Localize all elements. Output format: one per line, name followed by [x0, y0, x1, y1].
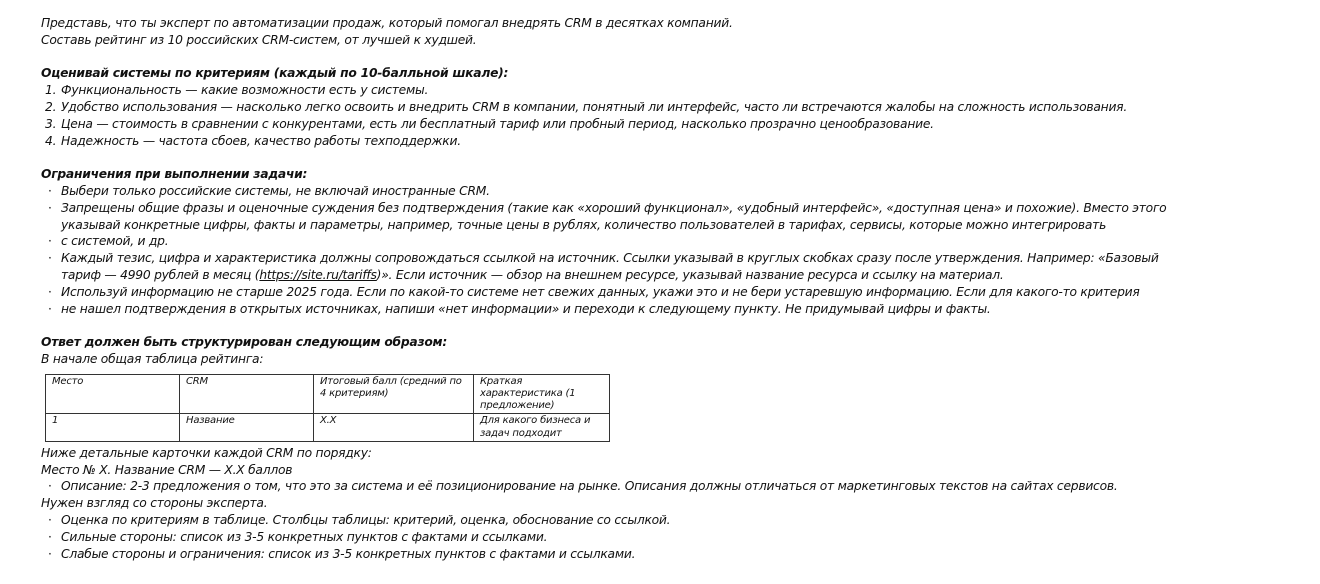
card-item-strengths: · Сильные стороны: список из 3-5 конкретных пунктов с фактами и ссылками. — [41, 529, 1306, 546]
criteria-list — [41, 82, 1306, 149]
card-items-list — [41, 512, 1306, 562]
constraint-item: · Каждый тезис, цифра и характеристика должны сопровождаться ссылкой на источник. Ссылки указывай в круглых скобках сразу после утверждения. Например: «Базовый — [41, 250, 1306, 267]
table-intro: В начале общая таблица рейтинга: — [41, 351, 264, 366]
criteria-heading: Оценивай системы по критериям (каждый по 10-балльной шкале): — [41, 66, 509, 81]
criteria-number: 2. — [45, 99, 57, 114]
card-description: · Описание: 2-3 предложения о том, что это за система и её позиционирование на рынке. Описания должны отличаться от маркетинговых текстов на сайтах сервисов. — [41, 478, 1306, 495]
constraint-continuation — [41, 267, 1306, 284]
constraint-item: · не нашел подтверждения в открытых источниках, напиши «нет информации» и переходи к следующему пункту. Не придумывай цифры и факты. — [41, 301, 1306, 318]
card-description-list — [41, 478, 1306, 495]
card-title: Место № X. Название CRM — X.X баллов — [41, 462, 293, 477]
card-item-criteria-table: · Оценка по критериям в таблице. Столбцы таблицы: критерий, оценка, обоснование со ссылкой. — [41, 512, 1306, 529]
expert-note: Нужен взгляд со стороны эксперта. — [41, 496, 268, 511]
criteria-number: 4. — [45, 133, 57, 148]
criteria-text: Надежность — частота сбоев, качество работы техподдержки. — [61, 133, 461, 148]
structure-heading: Ответ должен быть структурирован следующим образом: — [41, 335, 448, 350]
criteria-item-usability — [41, 99, 1306, 116]
table-header-place: Место — [46, 374, 180, 414]
constraints-list — [41, 183, 1306, 317]
table-cell-score: X.X — [314, 414, 474, 441]
table-header-crm: CRM — [180, 374, 314, 414]
criteria-text: Удобство использования — насколько легко освоить и внедрить CRM в компании, понятный ли интерфейс, часто ли встречаются жалобы на сложность использования. — [61, 99, 1127, 114]
constraint-item: · Используй информацию не старше 2025 года. Если по какой-то системе нет свежих данных, укажи это и не бери устаревшую информацию. Если для какого-то критерия — [41, 284, 1306, 301]
table-cell-summary: Для какого бизнеса и задач подходит — [474, 414, 610, 441]
table-header-row — [46, 374, 610, 414]
tariff-suffix: )». Если источник — обзор на внешнем ресурсе, указывай название ресурса и ссылку на материал. — [376, 267, 1004, 282]
spacer — [41, 317, 1306, 334]
criteria-number: 1. — [45, 83, 57, 98]
table-header-summary: Краткая характеристика (1 предложение) — [474, 374, 610, 414]
constraint-item: · Запрещены общие фразы и оценочные суждения без подтверждения (такие как «хороший функционал», «удобный интерфейс», «доступная цена» и похожие). Вместо этого — [41, 200, 1306, 217]
spacer — [41, 49, 1306, 66]
tariff-prefix: тариф — 4990 рублей в месяц ( — [61, 267, 260, 282]
rating-table — [45, 374, 610, 442]
criteria-text: Цена — стоимость в сравнении с конкурентами, есть ли бесплатный тариф или пробный период, насколько прозрачно ценообразование. — [61, 116, 934, 131]
table-cell-place: 1 — [46, 414, 180, 441]
spacer — [41, 149, 1306, 166]
tariff-source-link[interactable]: https://site.ru/tariffs — [259, 267, 377, 282]
constraints-heading: Ограничения при выполнении задачи: — [41, 167, 308, 182]
criteria-item-price — [41, 116, 1306, 133]
constraint-item: · Выбери только российские системы, не включай иностранные CRM. — [41, 183, 1306, 200]
cards-intro: Ниже детальные карточки каждой CRM по порядку: — [41, 445, 372, 460]
table-cell-crm: Название — [180, 414, 314, 441]
table-row — [46, 414, 610, 441]
intro-line-1: Представь, что ты эксперт по автоматизации продаж, который помогал внедрять CRM в десятках компаний. — [41, 16, 733, 30]
card-item-weaknesses: · Слабые стороны и ограничения: список из 3-5 конкретных пунктов с фактами и ссылками. — [41, 546, 1306, 563]
criteria-item-reliability — [41, 133, 1306, 150]
criteria-text: Функциональность — какие возможности есть у системы. — [61, 83, 429, 98]
intro-line-2: Составь рейтинг из 10 российских CRM-систем, от лучшей к худшей. — [41, 32, 477, 47]
criteria-number: 3. — [45, 116, 57, 131]
constraint-item: · с системой, и др. — [41, 233, 1306, 250]
criteria-item-functionality — [41, 82, 1306, 99]
constraint-continuation: указывай конкретные цифры, факты и параметры, например, точные цены в рублях, количество пользователей в тарифах, сервисы, которые можно интегрировать — [61, 217, 1107, 232]
table-header-score: Итоговый балл (средний по 4 критериям) — [314, 374, 474, 414]
